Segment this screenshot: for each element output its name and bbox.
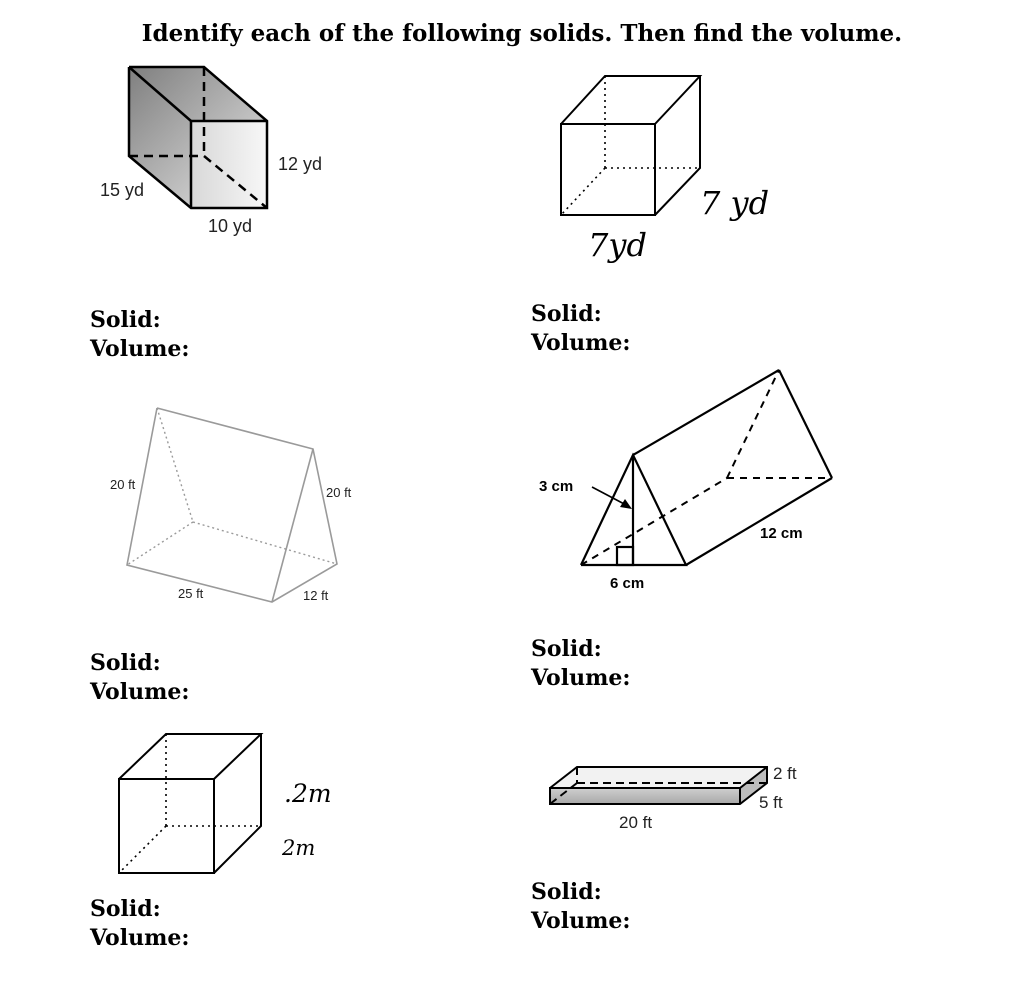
problem-4-labels (531, 635, 630, 693)
volume-label: Volume: (531, 330, 631, 356)
dim-12-cm: 12 cm (760, 525, 803, 542)
dim-20-ft-left: 20 ft (110, 477, 136, 492)
prism-6-front-face (550, 788, 740, 804)
problem-5-labels (90, 895, 189, 953)
problem-2-labels (531, 300, 630, 358)
dim-20-ft-right: 20 ft (326, 485, 352, 500)
solid-label: Solid: (90, 650, 161, 676)
solid-label: Solid: (531, 301, 602, 327)
volume-label: Volume: (531, 665, 631, 691)
problem-3-labels (90, 649, 189, 707)
dim-12-yd: 12 yd (278, 154, 323, 174)
dim-2-ft: 2 ft (773, 764, 797, 783)
dim-3-cm: 3 cm (539, 478, 574, 495)
problem-1-labels (90, 306, 189, 364)
dim-7-yd-right: 7 yd (700, 184, 770, 222)
solid-label: Solid: (531, 879, 602, 905)
problem-2-figure (561, 76, 769, 264)
prism-6-top-face (550, 767, 767, 788)
dim-7yd-bottom: 7yd (588, 226, 647, 264)
problem-4-figure (539, 370, 832, 592)
dim-25-ft: 25 ft (178, 586, 204, 601)
dim-point-2m: .2m (284, 779, 332, 808)
volume-label: Volume: (90, 679, 190, 705)
dim-6-cm: 6 cm (610, 575, 645, 592)
dim-20-ft: 20 ft (619, 813, 653, 832)
solid-label: Solid: (90, 307, 161, 333)
dim-2m: 2m (282, 836, 316, 860)
problem-5-figure (119, 734, 332, 873)
dim-10-yd: 10 yd (208, 216, 253, 236)
problem-6-labels (531, 878, 630, 936)
solid-label: Solid: (531, 636, 602, 662)
solid-label: Solid: (90, 896, 161, 922)
prism-1-front-face (191, 121, 267, 208)
volume-label: Volume: (90, 925, 190, 951)
volume-label: Volume: (531, 908, 631, 934)
worksheet-title: Identify each of the following solids. Then find the volume. (141, 20, 903, 47)
dim-5-ft: 5 ft (759, 793, 783, 812)
problem-6-figure (550, 764, 797, 832)
problem-1-figure (100, 67, 322, 236)
problem-3-figure (110, 408, 352, 603)
dim-15-yd: 15 yd (100, 180, 145, 200)
dim-12-ft: 12 ft (303, 588, 329, 603)
volume-label: Volume: (90, 336, 190, 362)
